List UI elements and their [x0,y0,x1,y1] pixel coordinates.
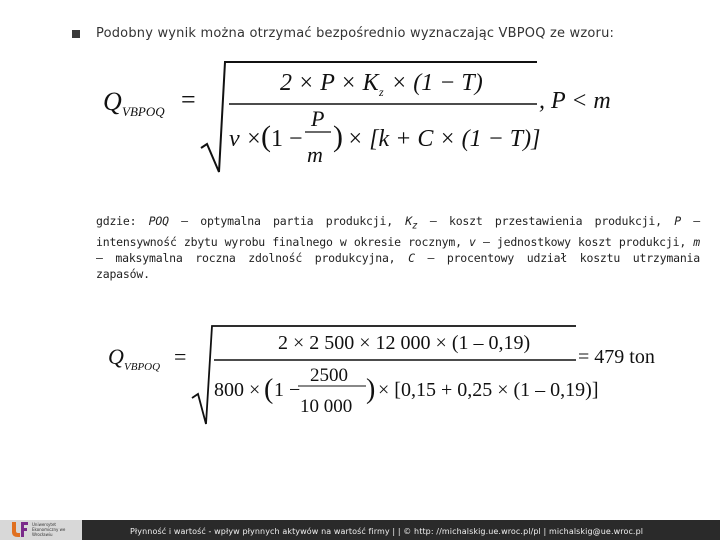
formula1-lhs-sub: VBPOQ [122,104,165,119]
description-segment: C [408,251,415,266]
formula1-den-v: v × [229,126,262,152]
university-logo-text: Uniwersytet Ekonomiczny we Wrocławiu [32,522,66,537]
formula1-den-paren-open: ( [261,120,271,153]
formula2-den-tail: × [0,15 + 0,25 × (1 – 0,19)] [378,379,599,401]
description-segment: – optymalna partia produkcji, [168,214,406,228]
formula2-result: = 479 ton [578,346,655,368]
numeric-formula [100,318,710,432]
general-formula [95,52,635,186]
formula1-condition: , P < m [539,88,611,114]
formula2-den-frac-den: 10 000 [300,396,353,417]
formula1-equals: = [181,85,196,114]
formula1-numerator: 2 × P × K [280,70,379,96]
description-segment: POQ [148,214,169,228]
description-segment: z [412,220,418,232]
intro-text: Podobny wynik można otrzymać bezpośrednio wyznaczając VBPOQ ze wzoru: [96,26,615,41]
description-segment: – maksymalna roczna zdolność produkcyjna, [96,251,409,266]
description-segment: m [693,235,700,250]
formula2-den-frac-num: 2500 [310,365,348,386]
formula2-equals: = [174,344,187,369]
description-segment: – koszt przestawienia produkcji, [417,214,675,228]
bullet-icon [72,30,80,38]
formula1-den-paren-close: ) [333,120,343,153]
formula1-den-frac-den: m [307,142,323,167]
formula1-lhs: Q [103,87,122,116]
formula1-den-tail: × [k + C × (1 − T)] [347,126,541,152]
description-segment: K [405,214,413,228]
description-segment: – procentowy udział kosztu utrzymania zapasów. [96,251,700,282]
description-segment: P [674,214,681,228]
formula2-numerator: 2 × 2 500 × 12 000 × (1 – 0,19) [278,332,531,354]
variable-description [96,213,700,282]
description-segment: gdzie: [96,214,149,228]
university-logo-icon [10,520,30,538]
description-segment: – intensywność zbytu wyrobu finalnego w okresie rocznym, [96,214,700,250]
description-segment: – jednostkowy koszt produkcji, [475,235,694,250]
formula2-lhs: Q [108,344,124,369]
formula2-den-one: 1 − [274,379,301,401]
formula1-numerator-tail: × (1 − T) [391,70,483,96]
university-logo [10,520,70,538]
formula2-den-paren-close: ) [366,374,376,405]
formula2-lhs-sub: VBPOQ [124,361,161,373]
formula1-numerator-sub: z [379,85,384,99]
description-segment: v [469,235,476,250]
footer-text: Płynność i wartość - wpływ płynnych aktywów na wartość firmy | | © http: //michalskig.ue.wroc.pl/pl | michalskig@ue.wroc.pl [130,527,644,536]
footer-bar [0,520,720,540]
formula1-den-one: 1 − [271,126,303,152]
formula2-den-paren-open: ( [264,374,274,405]
formula1-den-frac-num: P [311,106,325,131]
formula2-den-800: 800 × [214,379,261,401]
